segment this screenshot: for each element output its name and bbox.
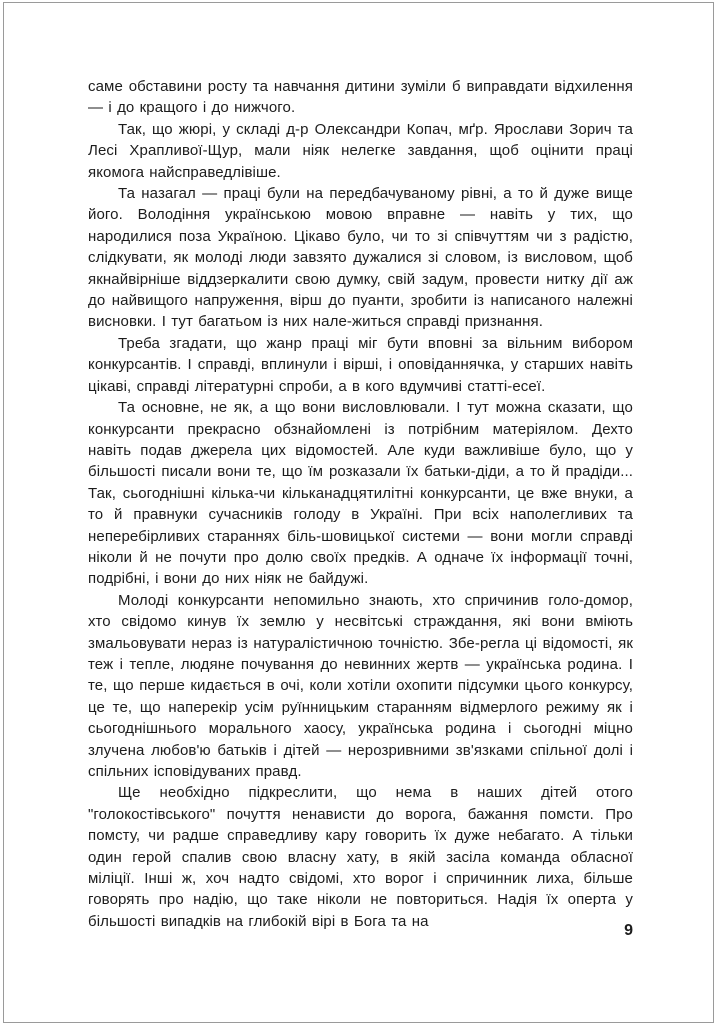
- paragraph: Та основне, не як, а що вони висловлювали. І тут можна сказати, що конкурсанти прекрасно обзнайомлені із потрібним матеріялом. Дехто навіть подав джерела цих відомостей. Але куди важливіше було, що у більшості писали вони те, що їм розказали їх батьки-діди, а то й прадіди... Так, сьогоднішні кілька-чи кільканадцятилітні конкурсанти, це вже внуки, а то й правнуки сучасників голоду в Україні. При всіх наполегливих та неперебірливих стараннях біль-шовицької системи — вони могли справді ніколи й не почути про долю своїх предків. А одначе їх інформації точні, подрібні, і вони до них ніяк не байдужі.: [88, 399, 633, 588]
- paragraph: Молоді конкурсанти непомильно знають, хто спричинив голо-домор, хто свідомо кинув їх землю у несвітські страждання, які вони вміють змальовувати нераз із натуралістичною точністю. Збе-регла ці відомості, як теж і тепле, людяне почування до невинних жертв — українська родина. І те, що перше кидається в очі, коли хотіли охопити підсумки цього конкурсу, це те, що наперекір усім руїнницьким старанням відмерлого режиму як і сьогоднішнього морального хаосу, українська родина і сьогодні міцно злучена любов'ю батьків і дітей — нерозривними зв'язками спільної долі і спільних ісповідуваних правд.: [88, 591, 633, 780]
- paragraph: Ще необхідно підкреслити, що нема в наших дітей отого "голокостівського" почуття ненависти до ворога, бажання помсти. Про помсту, чи радше справедливу кару говорить їх дуже небагато. А тільки один герой спалив свою власну хату, в якій засіла команда обласної міліції. Інші ж, хоч надто свідомі, хто ворог і спричинник лиха, більше говорять про надію, що таке ніколи не повториться. Надія їх оперта у більшості випадків на глибокій вірі в Бога та на: [88, 784, 633, 930]
- paragraph: Та назагал — праці були на передбачуваному рівні, а то й дуже вище його. Володіння українською мовою вправне — навіть у тих, що народилися поза Україною. Цікаво було, чи то зі співчуттям чи з радістю, слідкувати, як молоді люди завзято дужалися зі словом, із висловом, щоб якнайвірніше віддзеркалити свою думку, свій задум, провести нитку дії аж до найвищого напруження, вірш до пуанти, зробити із написаного належні висновки. І тут багатьом із них нале-житься справді признання.: [88, 185, 633, 331]
- paragraph: Треба згадати, що жанр праці міг бути вповні за вільним вибором конкурсантів. І справді, вплинули і вірші, і оповіданнячка, у старших навіть цікаві, справді літературні спроби, а в кого вдумчиві статті-есеї.: [88, 334, 633, 395]
- page-number: 9: [624, 922, 633, 939]
- paragraph: саме обставини росту та навчання дитини зуміли б виправдати відхилення — і до кращого і до нижчого.: [88, 78, 633, 117]
- page-text-block: [88, 76, 633, 932]
- paragraph: Так, що жюрі, у складі д-р Олександри Копач, мґр. Ярослави Зорич та Лесі Храпливої-Щур, мали ніяк нелегке завдання, щоб оцінити праці якомога найсправедлівіше.: [88, 120, 633, 181]
